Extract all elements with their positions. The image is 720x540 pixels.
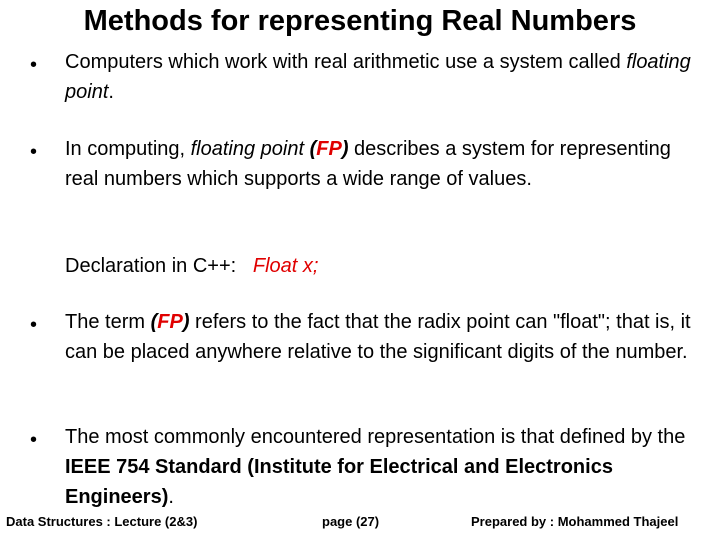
bullet-marker: •	[30, 314, 38, 336]
bullet-1-main: Computers which work with real arithmetic use a system called	[65, 51, 627, 73]
bullet-1-end: .	[108, 81, 114, 103]
bullet-marker: •	[30, 54, 38, 76]
bullet-4-text	[65, 422, 705, 512]
footer-author: Prepared by : Mohammed Thajeel	[471, 514, 679, 529]
footer-course: Data Structures : Lecture (2&3)	[6, 514, 198, 529]
bullet-3-paren-close: )	[182, 311, 190, 333]
declaration-code: Float x;	[252, 255, 319, 277]
bullet-3-fp: FP	[157, 311, 183, 333]
declaration-line	[65, 251, 318, 281]
bullet-4-bold: IEEE 754 Standard (Institute for Electrical and Electronics Engineers)	[65, 456, 613, 508]
bullet-2-paren-close: )	[341, 138, 349, 160]
slide-title: Methods for representing Real Numbers	[83, 5, 637, 37]
footer-page-number: page (27)	[322, 514, 380, 529]
bullet-2-paren-open: (	[304, 138, 317, 160]
bullet-1-text	[65, 47, 705, 107]
bullet-marker: •	[30, 141, 38, 163]
bullet-2-emphasis: floating point	[190, 138, 305, 160]
bullet-2-fp: FP	[316, 138, 342, 160]
bullet-3-pre: The term	[65, 311, 151, 333]
declaration-label: Declaration in C++:	[65, 255, 237, 277]
bullet-3-rest: refers to the fact that the radix point can "float"; that is, it can be placed anywhere relative to the significant digits of the number.	[65, 311, 691, 363]
bullet-marker: •	[30, 429, 38, 451]
bullet-1-emphasis: floating point	[65, 51, 691, 103]
bullet-2-text	[65, 134, 705, 194]
bullet-4-end: .	[168, 486, 174, 508]
bullet-4-pre: The most commonly encountered representation is that defined by the	[65, 426, 686, 448]
bullet-3-paren-open: (	[150, 311, 158, 333]
bullet-2-pre: In computing,	[65, 138, 191, 160]
bullet-2-rest: describes a system for representing real numbers which supports a wide range of values.	[65, 138, 671, 190]
bullet-3-text	[65, 307, 705, 367]
